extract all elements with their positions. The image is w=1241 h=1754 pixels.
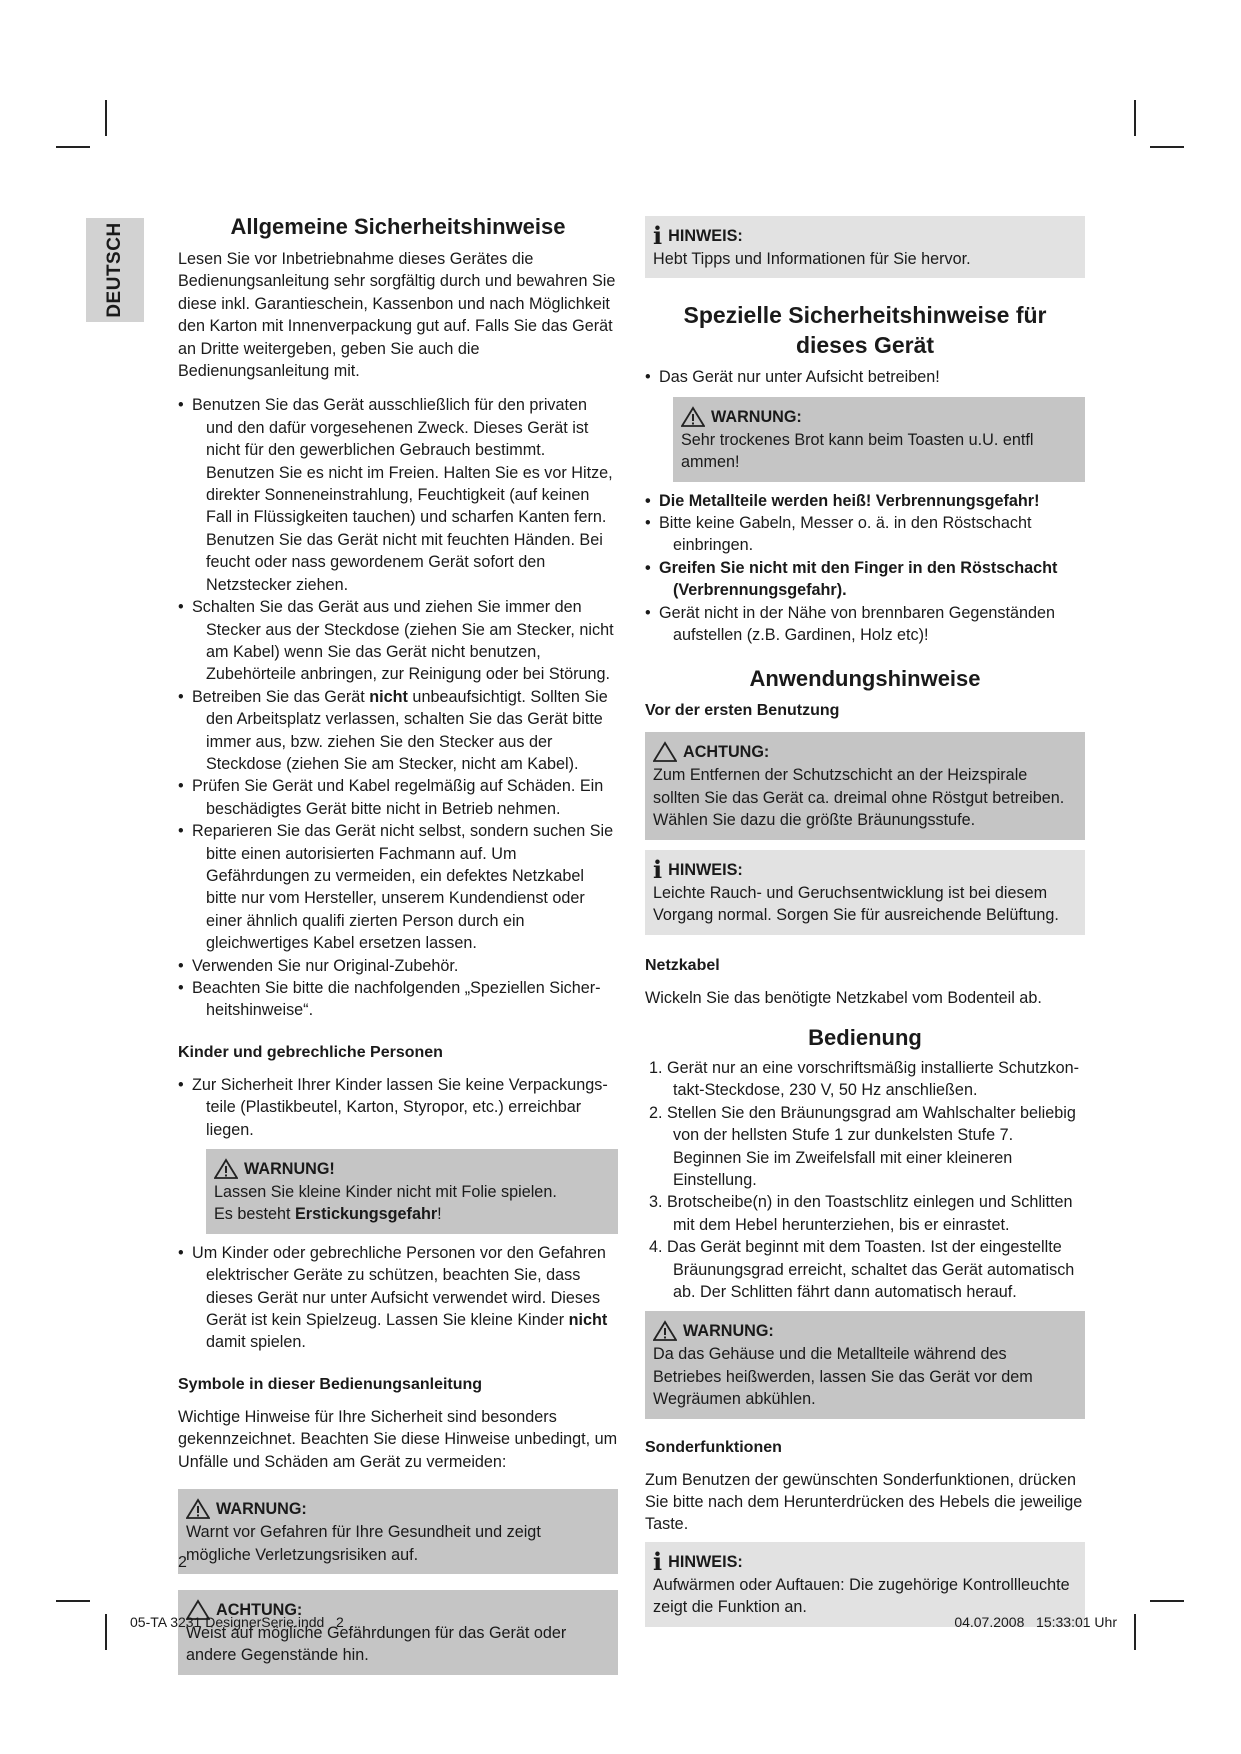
warning-text: Warnt vor Gefahren für Ihre Gesundheit und zeigt mögliche Verletzungsrisiken auf. (186, 1523, 541, 1564)
list-item: • Beachten Sie bitte die nachfolgenden „Speziellen Sicherheitshinweise“. (178, 977, 618, 1022)
special-functions-text: Zum Benutzen der gewünschten Sonderfunktionen, drücken Sie bitte nach dem Herunterdrücken des Hebels die jeweilige Taste. (645, 1470, 1083, 1534)
special-functions-title: Sonderfunktionen (645, 1438, 782, 1456)
note-legend-box (645, 216, 1085, 278)
children-section-title: Kinder und gebrechliche Personen (178, 1043, 443, 1061)
caution-title: ACHTUNG: (683, 743, 770, 762)
language-tab-label: DEUTSCH (104, 222, 125, 318)
caution-text: Weist auf mögliche Gefährdungen für das Gerät oder andere Gegenstände hin. (186, 1623, 567, 1665)
symbols-section-title: Symbole in dieser Bedienungsanleitung (178, 1375, 483, 1393)
special-bullets-2 (645, 490, 1085, 647)
note-text: Leichte Rauch- und Geruchsentwicklung ist bei diesem Vorgang normal. Sorgen Sie für ausreichende Belüftung. (653, 883, 1059, 925)
general-safety-title: Allgemeine Sicherheitshinweise (230, 214, 566, 239)
list-item: • Um Kinder oder gebrechliche Personen vor den Gefahren elektrischer Geräte zu schützen, beachten Sie, dass dieses Gerät nur unter Aufsicht verwendet wird. Dieses Gerät ist kein Spielzeug. Lassen Sie kleine Kinder nicht damit spielen. (178, 1242, 618, 1354)
note-text: Aufwärmen oder Auftauen: Die zugehörige Kontrollleuchte zeigt die Funktion an. (653, 1575, 1070, 1617)
first-use-caution-box (645, 732, 1085, 839)
operation-steps (645, 1057, 1085, 1303)
safety-bullets (178, 394, 618, 1021)
cooling-warning-box (645, 1311, 1085, 1418)
warning-title: WARNUNG: (216, 1500, 307, 1519)
list-item: 2. Stellen Sie den Bräunungsgrad am Wahlschalter beliebig von der hellsten Stufe 1 zur dunkelsten Stufe 7. Beginnen Sie im Zweifelsfall mit einer kleineren Einstellung. (649, 1103, 1076, 1189)
symbols-text: Wichtige Hinweise für Ihre Sicherheit sind besonders gekennzeichnet. Beachten Sie diese Hinweise unbedingt, um Unfälle und Schäden am Gerät zu vermeiden: (178, 1407, 618, 1471)
warning-triangle-icon (681, 406, 705, 428)
warning-title: WARNUNG: (683, 1322, 774, 1341)
warning-text-line: Es besteht Erstickungsgefahr! (214, 1205, 442, 1224)
crop-mark (56, 1600, 90, 1602)
list-item: • Schalten Sie das Gerät aus und ziehen Sie immer den Stecker aus der Steckdose (ziehen Sie am Stecker, nicht am Kabel) wenn Sie das Gerät nicht benutzen, Zubehörteile anbringen, zur Reinigung oder bei Störung. (178, 596, 618, 686)
crop-mark (1134, 1614, 1136, 1650)
children-warning-box (206, 1149, 618, 1234)
warning-text-line: Lassen Sie kleine Kinder nicht mit Folie spielen. (214, 1183, 557, 1202)
list-item: 3. Brotscheibe(n) in den Toastschlitz einlegen und Schlitten mit dem Hebel herunterziehen, bis er einrastet. (649, 1193, 1073, 1234)
caution-legend-box (178, 1590, 618, 1675)
power-cord-title: Netzkabel (645, 956, 720, 974)
warning-text: Sehr trockenes Brot kann beim Toasten u.U. entfl ammen! (681, 430, 1034, 472)
crop-mark (105, 100, 107, 136)
special-safety-title: Spezielle Sicherheitshinweise für dieses Gerät (683, 302, 1047, 359)
right-column (645, 212, 1085, 1627)
list-item: • Zur Sicherheit Ihrer Kinder lassen Sie keine Verpackungsteile (Plastikbeutel, Karton, Styropor, etc.) erreichbar liegen. (178, 1074, 618, 1141)
first-use-title: Vor der ersten Benutzung (645, 702, 840, 720)
info-icon: i (653, 854, 663, 884)
warning-title: WARNUNG: (711, 407, 802, 426)
list-item: • Greifen Sie nicht mit den Finger in den Röstschacht (Verbrennungsgefahr). (645, 557, 1085, 602)
list-item: • Prüfen Sie Gerät und Kabel regelmäßig auf Schäden. Ein beschädigtes Gerät bitte nicht in Betrieb nehmen. (178, 775, 618, 820)
page-number: 2 (178, 1554, 187, 1571)
footer-filename: 05-TA 3231 DesignerSerie.indd 2 (130, 1614, 344, 1630)
special-bullets (645, 366, 1085, 388)
usage-notes-title: Anwendungshinweise (749, 666, 981, 692)
info-icon: i (653, 221, 663, 250)
crop-mark (1134, 100, 1136, 136)
warning-text: Da das Gehäuse und die Metallteile während des Betriebes heißwerden, lassen Sie das Gerät vor dem Wegräumen abkühlen. (653, 1345, 1033, 1409)
list-item: • Verwenden Sie nur Original-Zubehör. (178, 955, 618, 977)
list-item: • Reparieren Sie das Gerät nicht selbst, sondern suchen Sie bitte einen autorisierten Fachmann auf. Um Gefährdungen zu vermeiden, ein defektes Netzkabel bitte nur vom Hersteller, unserem Kundendienst oder einer ähnlich qualifi zierten Person durch ein gleichwertiges Kabel ersetzen lassen. (178, 820, 618, 954)
caution-triangle-icon (653, 741, 677, 763)
info-icon: i (653, 1546, 663, 1576)
warning-legend-box (178, 1489, 618, 1574)
language-tab (86, 218, 144, 322)
children-bullets (178, 1074, 618, 1141)
children-bullets-2 (178, 1242, 618, 1354)
warning-title: WARNUNG! (244, 1160, 335, 1179)
warning-triangle-icon (653, 1320, 677, 1342)
list-item: • Betreiben Sie das Gerät nicht unbeaufsichtigt. Sollten Sie den Arbeitsplatz verlassen, schalten Sie das Gerät bitte immer aus, bzw. ziehen Sie den Stecker aus der Steckdose (ziehen Sie am Stecker, nicht am Kabel). (178, 686, 618, 776)
intro-text: Lesen Sie vor Inbetriebnahme dieses Gerätes die Bedienungsanleitung sehr sorgfältig durch und bewahren Sie diese inkl. Garantieschein, Kassenbon und nach Möglichkeit den Karton mit Innenverpackung gut auf. Falls Sie das Gerät an Dritte weitergeben, geben Sie auch die Bedienungsanleitung mit. (178, 250, 616, 381)
list-item: • Bitte keine Gabeln, Messer o. ä. in den Röstschacht einbringen. (645, 512, 1085, 557)
note-title: HINWEIS: (668, 227, 743, 245)
operation-title: Bedienung (808, 1024, 922, 1050)
list-item: • Die Metallteile werden heiß! Verbrennungsgefahr! (645, 490, 1085, 512)
list-item: • Gerät nicht in der Nähe von brennbaren Gegenständen aufstellen (z.B. Gardinen, Holz etc)! (645, 602, 1085, 647)
list-item: 1. Gerät nur an eine vorschriftsmäßig installierte Schutzkontakt-Steckdose, 230 V, 50 Hz anschließen. (649, 1058, 1080, 1100)
list-item: • Das Gerät nur unter Aufsicht betreiben! (645, 366, 1085, 388)
list-item: • Benutzen Sie das Gerät ausschließlich für den privaten und den dafür vorgesehenen Zweck. Dieses Gerät ist nicht für den gewerblichen Gebrauch bestimmt. Benutzen Sie es nicht im Freien. Halten Sie es vor Hitze, direkter Sonneneinstrahlung, Feuchtigkeit (auf keinen Fall in Flüssigkeiten tauchen) und scharfen Kanten fern. Benutzen Sie das Gerät nicht mit feuchten Händen. Bei feucht oder nass gewordenem Gerät sofort den Netzstecker ziehen. (178, 394, 618, 596)
bread-warning-box (673, 397, 1085, 482)
crop-mark (1150, 146, 1184, 148)
left-column (178, 212, 618, 1675)
smoke-note-box (645, 850, 1085, 935)
note-text: Hebt Tipps und Informationen für Sie hervor. (653, 250, 971, 268)
warning-triangle-icon (214, 1158, 238, 1180)
crop-mark (1150, 1600, 1184, 1602)
crop-mark (56, 146, 90, 148)
power-cord-text: Wickeln Sie das benötigte Netzkabel vom Bodenteil ab. (645, 988, 1042, 1007)
footer-timestamp: 04.07.2008 15:33:01 Uhr (954, 1614, 1117, 1630)
crop-mark (105, 1614, 107, 1650)
warning-triangle-icon (186, 1498, 210, 1520)
caution-text: Zum Entfernen der Schutzschicht an der Heizspirale sollten Sie das Gerät ca. dreimal ohne Röstgut betreiben. Wählen Sie dazu die größte Bräunungsstufe. (653, 766, 1065, 830)
note-title: HINWEIS: (668, 1552, 743, 1571)
list-item: 4. Das Gerät beginnt mit dem Toasten. Ist der eingestellte Bräunungsgrad erreicht, schaltet das Gerät automatisch ab. Der Schlitten fährt dann automatisch herauf. (649, 1238, 1075, 1301)
caution-title: ACHTUNG: (216, 1600, 303, 1619)
note-title: HINWEIS: (668, 860, 743, 879)
